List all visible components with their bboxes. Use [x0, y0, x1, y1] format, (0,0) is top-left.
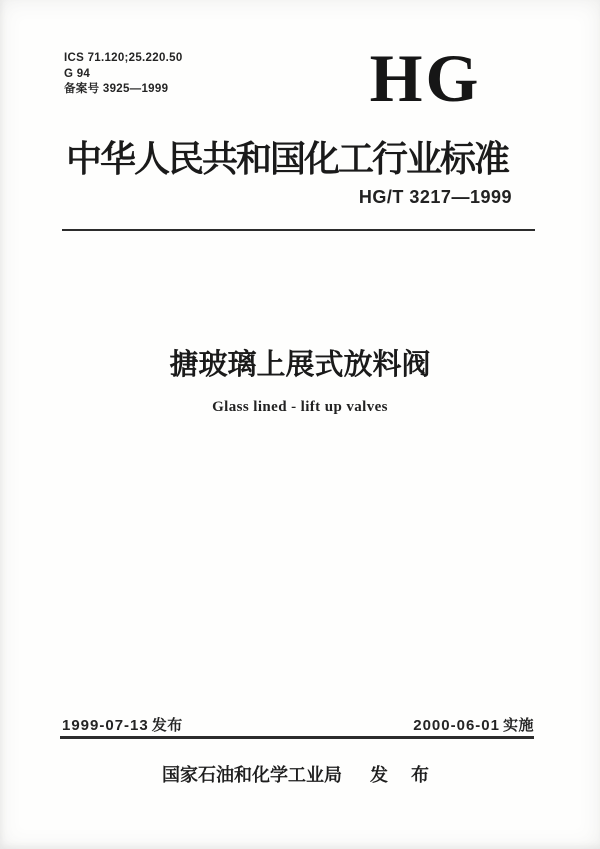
header-divider	[62, 229, 535, 231]
document-title-zh: 搪玻璃上展式放料阀	[169, 349, 431, 381]
implement-label: 实施	[502, 717, 534, 734]
date-row	[62, 714, 534, 735]
category-code: G 94	[64, 67, 91, 80]
footer-divider	[60, 736, 534, 739]
publisher-row	[0, 761, 600, 787]
ics-code: ICS 71.120;25.220.50	[64, 52, 183, 64]
standard-number: HG/T 3217—1999	[358, 187, 512, 207]
publisher-name: 国家石油和化学工业局	[161, 765, 342, 785]
classification-codes	[64, 51, 183, 98]
issue-date: 1999-07-13	[62, 717, 149, 734]
implement-date: 2000-06-01	[413, 717, 500, 734]
publish-action-label: 发 布	[369, 765, 438, 785]
issue-label: 发布	[151, 717, 183, 734]
hg-logo: HG	[369, 40, 482, 116]
record-number: 备案号 3925—1999	[64, 83, 169, 95]
document-title-en: Glass lined - lift up valves	[212, 399, 388, 415]
standard-series-title: 中华人民共和国化工行业标准	[66, 138, 509, 179]
implement-date-group	[413, 714, 534, 735]
issue-date-group	[62, 714, 183, 735]
